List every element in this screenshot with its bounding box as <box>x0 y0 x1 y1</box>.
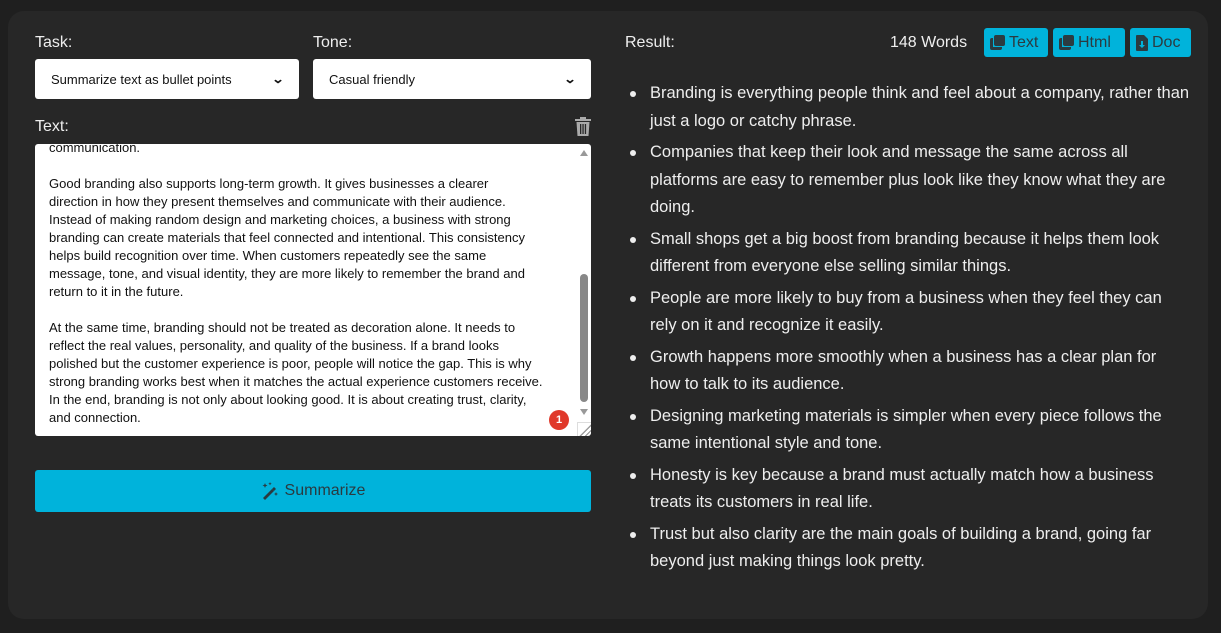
download-doc-button[interactable] <box>1130 28 1191 57</box>
copy-icon <box>1059 35 1074 50</box>
text-line: polished but the customer experience is poor, people will notice the gap. This is why <box>49 356 532 371</box>
text-line: message, tone, and visual identity, they are more likely to remember the brand and <box>49 266 525 281</box>
result-bullet: Growth happens more smoothly when a business has a clear plan for how to talk to its audience. <box>630 344 1190 399</box>
notification-badge: 1 <box>549 410 569 430</box>
magic-wand-icon <box>261 482 279 500</box>
result-bullet: Honesty is key because a brand must actually match how a business treats its customers in real life. <box>630 462 1190 517</box>
result-bullet: People are more likely to buy from a business when they feel they can rely on it and recognize it easily. <box>630 285 1190 340</box>
file-download-icon <box>1136 35 1148 51</box>
text-line: return to it in the future. <box>49 284 184 299</box>
summarize-button[interactable] <box>35 470 591 512</box>
text-line: and connection. <box>49 410 141 425</box>
word-count: 148 Words <box>890 34 968 51</box>
copy-text-label: Text <box>1009 33 1039 51</box>
text-line: strong branding works best when it matches the actual experience customers receive. <box>49 374 543 389</box>
task-select[interactable] <box>35 59 299 99</box>
text-line: communication. <box>49 144 141 155</box>
result-bullet: Branding is everything people think and feel about a company, rather than just a logo or catchy phrase. <box>630 80 1190 135</box>
copy-html-button[interactable] <box>1053 28 1125 57</box>
task-select-value: Summarize text as bullet points <box>51 71 232 87</box>
text-line: reflect the real values, personality, and quality of the business. If a brand looks <box>49 338 499 353</box>
result-bullet: Companies that keep their look and message the same across all platforms are easy to remember plus look like they know what they are doing. <box>630 139 1190 222</box>
download-doc-label: Doc <box>1152 33 1181 51</box>
result-bullet: Small shops get a big boost from branding because it helps them look different from everyone else selling similar things. <box>630 226 1190 281</box>
task-label: Task: <box>35 34 73 51</box>
chevron-down-icon: ⌄ <box>563 72 577 86</box>
resize-handle[interactable] <box>577 422 591 436</box>
result-bullet: Trust but also clarity are the main goals of building a brand, going far beyond just making things look pretty. <box>630 521 1190 576</box>
text-line: Instead of making random design and marketing choices, a business with strong <box>49 212 511 227</box>
tone-select[interactable] <box>313 59 591 99</box>
text-input[interactable] <box>35 144 591 436</box>
text-line: In the end, branding is not only about looking good. It is about creating trust, clarity, <box>49 392 527 407</box>
text-input-content <box>49 144 569 427</box>
text-line: helps build recognition over time. When customers repeatedly see the same <box>49 248 487 263</box>
trash-icon[interactable] <box>575 117 591 141</box>
copy-html-label: Html <box>1078 33 1111 51</box>
copy-text-button[interactable] <box>984 28 1048 57</box>
text-label: Text: <box>35 118 69 135</box>
text-line: Good branding also supports long-term growth. It gives businesses a clearer <box>49 176 489 191</box>
text-line: At the same time, branding should not be treated as decoration alone. It needs to <box>49 320 516 335</box>
text-line: branding can create materials that feel connected and intentional. This consistency <box>49 230 525 245</box>
summarize-label: Summarize <box>284 482 366 499</box>
text-line: direction in how they present themselves and communicate with their audience. <box>49 194 506 209</box>
result-bullet: Designing marketing materials is simpler when every piece follows the same intentional style and tone. <box>630 403 1190 458</box>
copy-icon <box>990 35 1005 50</box>
result-bullet-list <box>630 80 1190 580</box>
tone-label: Tone: <box>313 34 353 51</box>
tone-select-value: Casual friendly <box>329 71 415 87</box>
scrollbar[interactable] <box>577 144 591 422</box>
result-label: Result: <box>625 34 675 51</box>
chevron-down-icon: ⌄ <box>271 72 285 86</box>
